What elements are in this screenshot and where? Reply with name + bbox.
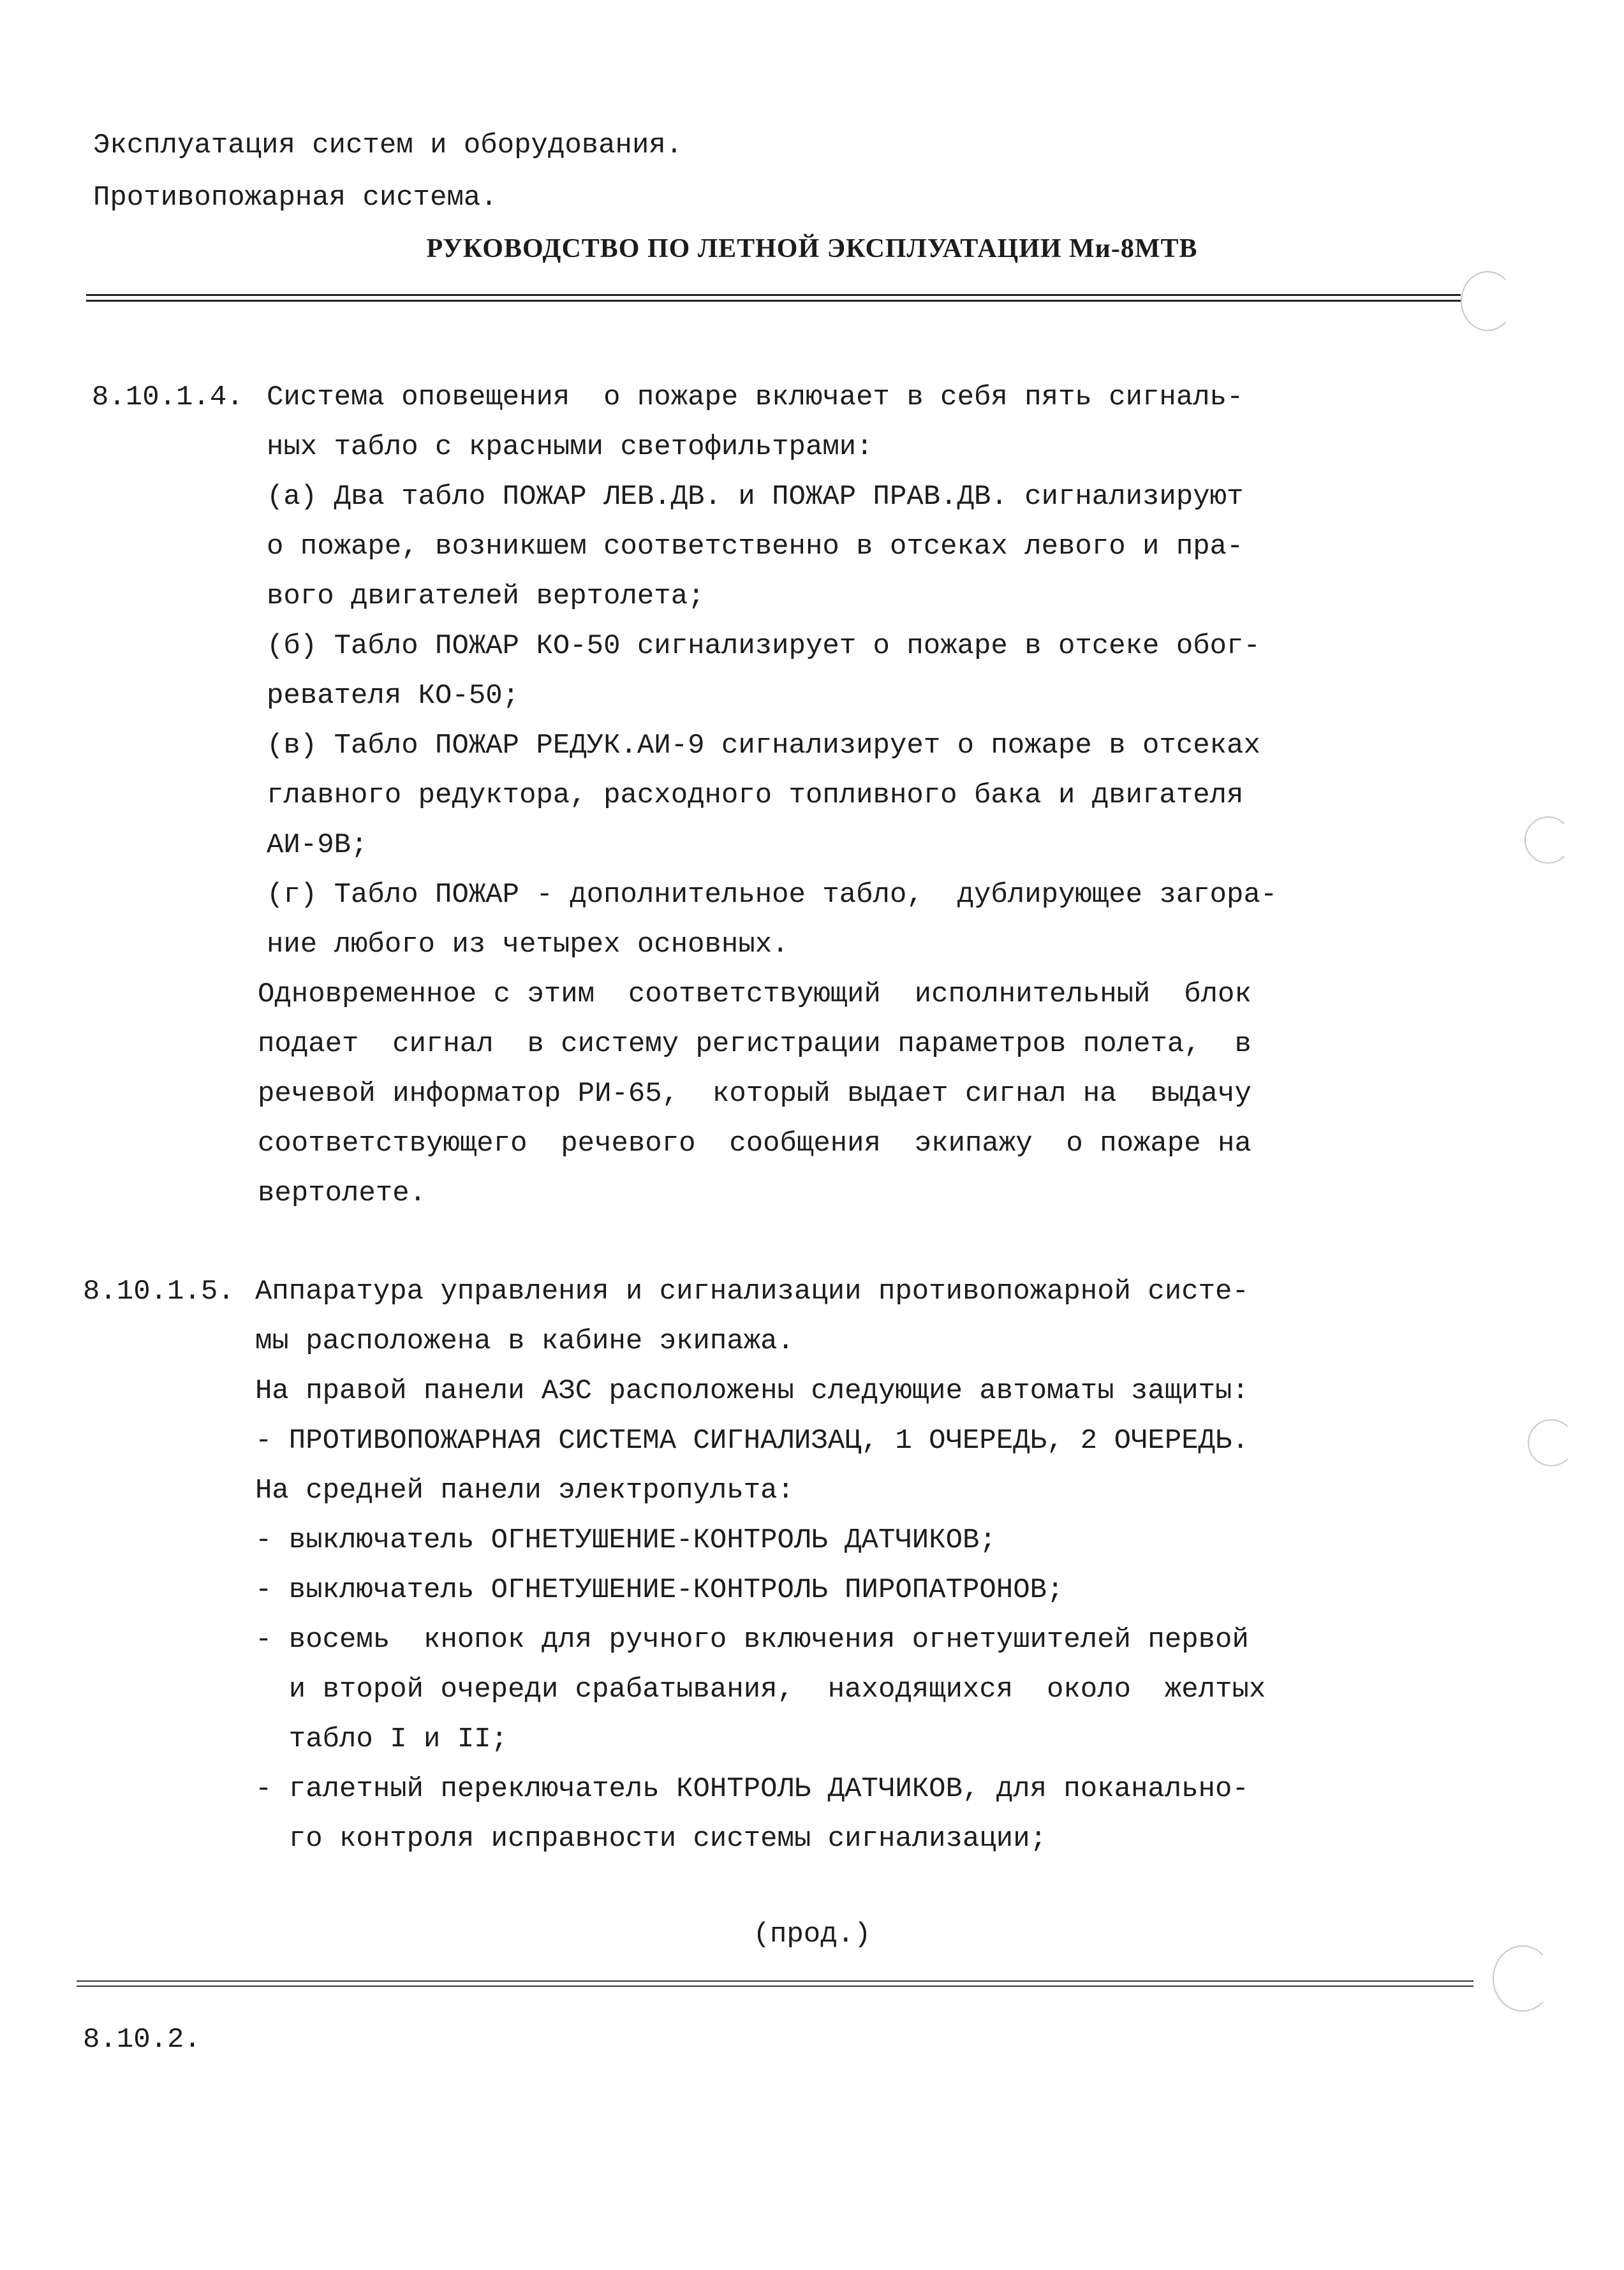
paragraph-line: Система оповещения о пожаре включает в себя пять сигналь- (267, 381, 1244, 413)
punch-hole-mark (1524, 816, 1572, 864)
paragraph-line: о пожаре, возникшем соответственно в отсеках левого и пра- (267, 531, 1244, 563)
paragraph-line: ных табло с красными светофильтрами: (267, 431, 873, 463)
paragraph-line: Аппаратура управления и сигнализации противопожарной систе- (255, 1276, 1249, 1308)
punch-hole-mark (1461, 271, 1514, 331)
header-section-line: Эксплуатация систем и оборудования. (93, 129, 683, 161)
paragraph-line: На средней панели электропульта: (255, 1475, 794, 1507)
paragraph-line: (а) Два табло ПОЖАР ЛЕВ.ДВ. и ПОЖАР ПРАВ.ДВ. сигнализируют (267, 481, 1244, 513)
paragraph-line: ние любого из четырех основных. (267, 929, 789, 961)
header-rule-top (86, 294, 1461, 296)
footer-rule-top (77, 1980, 1473, 1982)
paragraph-line: вертолете. (258, 1177, 427, 1209)
paragraph-line: - выключатель ОГНЕТУШЕНИЕ-КОНТРОЛЬ ПИРОПАТРОНОВ; (255, 1574, 1064, 1606)
paragraph-line: речевой информатор РИ-65, который выдает сигнал на выдачу (258, 1078, 1251, 1110)
header-subsection-line: Противопожарная система. (93, 182, 498, 214)
document-title: РУКОВОДСТВО ПО ЛЕТНОЙ ЭКСПЛУАТАЦИИ Ми-8МТВ (426, 234, 1198, 263)
paragraph-line: - выключатель ОГНЕТУШЕНИЕ-КОНТРОЛЬ ДАТЧИКОВ; (255, 1524, 996, 1556)
paragraph-number-8-10-1-4: 8.10.1.4. (92, 381, 244, 413)
paragraph-line: Одновременное с этим соответствующий исполнительный блок (258, 978, 1251, 1010)
paragraph-line: вого двигателей вертолета; (267, 580, 705, 612)
paragraph-line: ревателя КО-50; (267, 680, 520, 712)
paragraph-line: табло I и II; (255, 1723, 508, 1755)
punch-hole-mark (1493, 1945, 1553, 2012)
paragraph-number-8-10-1-5: 8.10.1.5. (83, 1276, 235, 1308)
paragraph-line: подает сигнал в систему регистрации параметров полета, в (258, 1028, 1251, 1060)
footer-rule-bottom (77, 1986, 1473, 1987)
paragraph-line: - галетный переключатель КОНТРОЛЬ ДАТЧИКОВ, для поканально- (255, 1773, 1249, 1805)
paragraph-line: и второй очереди срабатывания, находящихся около желтых (255, 1674, 1266, 1706)
paragraph-line: - ПРОТИВОПОЖАРНАЯ СИСТЕМА СИГНАЛИЗАЦ, 1 ОЧЕРЕДЬ, 2 ОЧЕРЕДЬ. (255, 1425, 1249, 1457)
punch-hole-mark (1528, 1419, 1575, 1466)
paragraph-line: (г) Табло ПОЖАР - дополнительное табло, дублирующее загора- (267, 879, 1278, 911)
paragraph-line: (в) Табло ПОЖАР РЕДУК.АИ-9 сигнализирует о пожаре в отсеках (267, 730, 1260, 762)
header-rule-bottom (86, 300, 1461, 302)
paragraph-line: го контроля исправности системы сигнализации; (255, 1823, 1047, 1855)
paragraph-line: главного редуктора, расходного топливного бака и двигателя (267, 779, 1244, 811)
paragraph-line: соответствующего речевого сообщения экипажу о пожаре на (258, 1128, 1251, 1160)
continued-marker: (прод.) (753, 1919, 871, 1950)
paragraph-line: (б) Табло ПОЖАР КО-50 сигнализирует о пожаре в отсеке обог- (267, 630, 1260, 662)
page-number: 8.10.2. (83, 2024, 201, 2056)
paragraph-line: мы расположена в кабине экипажа. (255, 1325, 794, 1357)
paragraph-line: На правой панели АЗС расположены следующие автоматы защиты: (255, 1375, 1249, 1407)
paragraph-line: - восемь кнопок для ручного включения огнетушителей первой (255, 1624, 1249, 1656)
paragraph-line: АИ-9В; (267, 829, 368, 861)
